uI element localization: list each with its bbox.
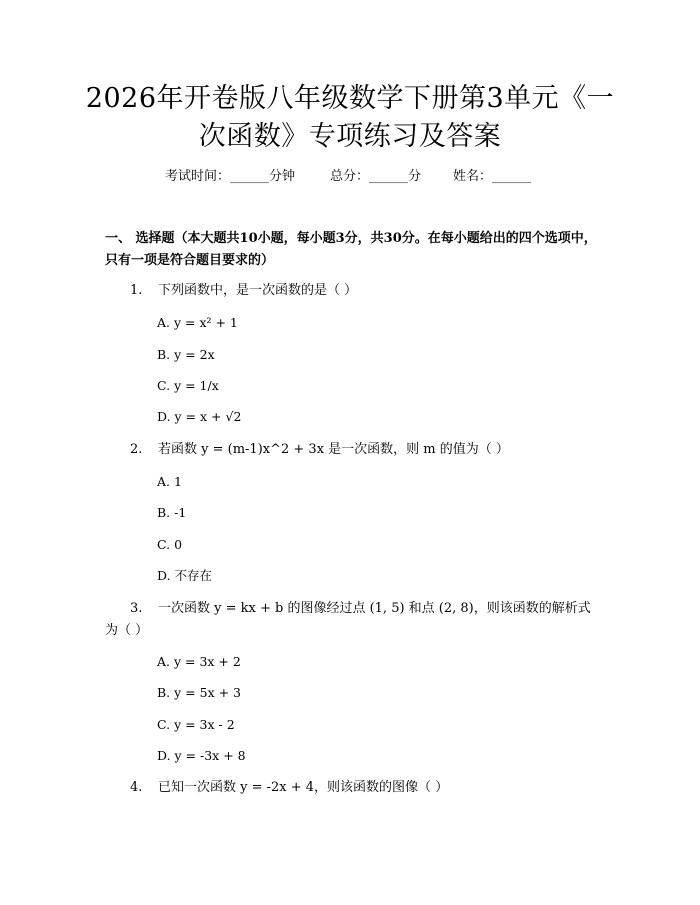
option-c: C. y = 3x - 2 xyxy=(157,717,235,732)
question-number: 2. xyxy=(130,442,143,457)
option-c: C. y = 1/x xyxy=(157,378,219,393)
question-number: 4. xyxy=(130,780,143,795)
title-line-1: 2026年开卷版八年级数学下册第3单元《一 xyxy=(85,83,615,114)
section-heading: 一、 选择题（本大题共10小题，每小题3分，共30分。在每小题给出的四个选项中，只有一项是符合题目要求的） xyxy=(105,231,597,268)
option-b: B. y = 2x xyxy=(157,347,215,362)
question-text: 已知一次函数 y = -2x + 4，则该函数的图像（ ） xyxy=(158,780,449,795)
option-a: A. y = x² + 1 xyxy=(157,315,238,330)
option-c: C. 0 xyxy=(157,537,183,552)
option-b: B. y = 5x + 3 xyxy=(157,685,241,700)
question-text: 下列函数中，是一次函数的是（ ） xyxy=(158,283,358,298)
document-title xyxy=(60,80,640,156)
option-a: A. y = 3x + 2 xyxy=(157,654,241,669)
option-d: D. y = -3x + 8 xyxy=(157,748,246,763)
student-name-field: 姓名：______ xyxy=(453,169,532,184)
option-a: A. 1 xyxy=(157,474,182,489)
option-d: D. 不存在 xyxy=(157,568,213,583)
question-number: 3. xyxy=(130,601,143,616)
option-b: B. -1 xyxy=(157,505,187,520)
option-d: D. y = x + √2 xyxy=(157,409,242,424)
question-number: 1. xyxy=(130,283,143,298)
total-score-field: 总分：______分 xyxy=(330,169,422,184)
title-line-2: 次函数》专项练习及答案 xyxy=(198,121,502,152)
exam-time-field: 考试时间：______分钟 xyxy=(165,169,296,184)
question-text: 若函数 y = (m-1)x^2 + 3x 是一次函数，则 m 的值为（ ） xyxy=(158,442,509,457)
question-text: 一次函数 y = kx + b 的图像经过点 (1, 5) 和点 (2, 8)，则该函数的解析式为（ ） xyxy=(105,601,591,638)
